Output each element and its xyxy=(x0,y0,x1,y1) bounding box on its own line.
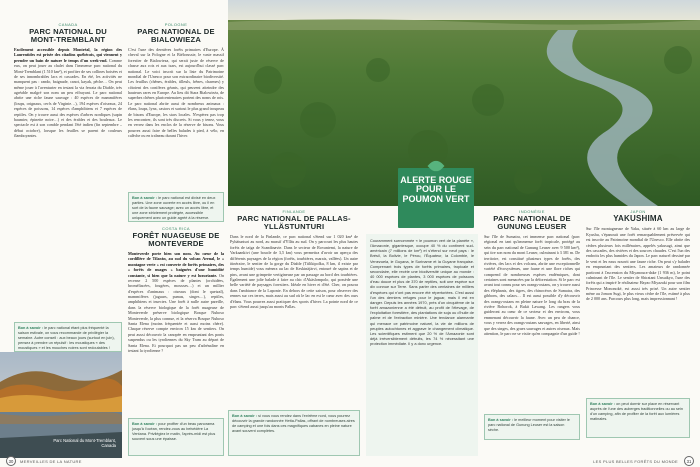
body-monteverde xyxy=(128,251,224,353)
tip-label-gunung-leuser: Bon à savoir : xyxy=(488,418,514,422)
photo-mont-tremblant xyxy=(0,352,122,458)
kicker-pologne: POLOGNE xyxy=(164,22,188,27)
body-amazon: Couramment surnommée « le poumon vert de la planète », l'Amazonie, gigantesque, occupe 40 % du continent sud-américain (7 millions de km²) et s'étend sur neuf pays : le Brésil, la Bolivie, le Pérou, l'Équateur, la Colombie, le Venezuela, le Guyana, le Suriname et la Guyane française. Comprenant trois types de forêts primaires, tropicale et secondaire, elle recèle une biodiversité unique au monde : 40 000 espèces de plantes, 3 000 espèces de poissons d'eau douce et plus de 370 de reptiles, soit une espèce sur dix connue sur Terre. Sans parler des centaines de milliers d'espèces qui n'ont pas encore été répertoriées. C'est aussi l'un des derniers refuges pour le jaguar, mais il est en danger. Depuis les années 1970, près d'un cinquième de la forêt amazonienne a été détruit, au profit de l'élevage, de l'exploitation forestière, des plantations de soja ou d'huile de palme et de l'extraction minière. Une tendance alarmante qui menace ce patrimoine naturel, la vie de millions de peuples autochtones et aggrave le changement climatique. Les scientifiques estiment que 20 % de l'Amazonie sont déjà irréversiblement détruits, les 74 % nécessitant une protection immédiate. Il y a donc urgence. xyxy=(370,238,474,347)
photo-caption: Parc National du Mont-Tremblant, Canada xyxy=(53,437,116,448)
tip-label-pallas: Bon à savoir : xyxy=(232,414,258,418)
alert-line-1: ALERTE ROUGE xyxy=(400,175,472,185)
lead-mont-tremblant: Facilement accessible depuis Montréal, la région des Laurentides est prisée des citadins québécois, qui viennent y prendre un bain de nature le temps d'un week-end. xyxy=(14,46,122,63)
footer-right: LES PLUS BELLES FORÊTS DU MONDE xyxy=(593,459,678,464)
tip-label-mont-tremblant: Bon à savoir : xyxy=(18,326,44,330)
tip-label-yakushima: Bon à savoir : xyxy=(590,402,616,406)
column-japan xyxy=(586,206,690,396)
title-monteverde: FORÊT NUAGEUSE DE MONTEVERDE xyxy=(132,231,220,248)
column-mont-tremblant xyxy=(14,22,122,322)
tip-box-gunung-leuser xyxy=(484,414,580,440)
tip-box-monteverde xyxy=(128,418,224,456)
body-bialowieza: C'est l'une des dernières forêts primaires d'Europe. À cheval sur la Pologne et la Biélorussie, le vaste massif forestier de Bialowieza, qui serait juste de réserve de chasse aux rois et aux tsars, est aujourd'hui classé parc national. Le voici inscrit sur la liste du Patrimoine mondial de l'Unesco pour son extraordinaire biodiversité. Les feuillus (chênes, érables, tilleuls, frênes, charmes) y côtoient des conifères géants, qui peuvent atteindre des hauteurs rares en Europe. Au lieu dit Stara Bialowieża, de superbes chênes pluricentenaires portent des noms de rois. Le parc national abrite aussi de nombreux animaux : élans, loups, lynx, castors et surtout le plus grand troupeau de bisons d'Europe, les stars locales. N'espérez pas trop les rencontrer, ils sont très discrets. Si vous y tenez, vous en verrez dans les enclos de la réserve de bisons. Vous pourrez aussi faire de belles balades à pied, à vélo, en calèche ou en traîneau durant l'hiver. xyxy=(128,46,224,139)
column-amazon xyxy=(366,234,478,456)
column-monteverde xyxy=(128,226,224,438)
kicker-costa-rica: COSTA RICA xyxy=(162,226,190,231)
tip-label-bialowieza: Bon à savoir : xyxy=(132,196,158,200)
page-number-left: 30 xyxy=(6,456,16,466)
body-pallas xyxy=(228,234,360,309)
text-mont-tremblant: Comme eux, on peut jouer au chalet dans l'immense parc national du Mont-Tremblant (1 510 km²), et profiter de ses collines boisées et de ses innombrables lacs et cascades. En été, les activités ne manquent pas : rando, baignade, canot, kayak, pêche… On peut même jouer à l'aventurier en testant la via ferrata du Diable, très agréable malgré son nom un peu effrayant. Le parc national abrite une riche faune sauvage : 40 espèces de mammifères (loups, orignaux, cerfs de Virginie…), 194 espèces d'oiseaux, 24 espèces de poissons, 14 espèces d'amphibiens et 7 espèces de reptiles. On y trouve aussi des espèces d'arbres nordiques (sapin baumier, épinette noire…) et des érables et des bouleaux. Le spectacle est à son comble pendant l'été indien (fin septembre – début octobre), lorsque les feuilles se parent de couleurs flamboyantes. xyxy=(14,57,122,139)
tip-text-pallas: si vous vous rendez dans l'extrême nord, vous pourrez découvrir la grande randonnée Hetta-Pallas, offrant de nombreuses aires de camping et une fois dans ces magnifiques cabanes en pleine nature avant souvent complètes. xyxy=(232,414,355,433)
title-bialowieza: PARC NATIONAL DE BIALOWIEZA xyxy=(137,27,215,44)
body-gunung-leuser: Sur l'île de Sumatra, cet immense parc national (parc régional en tant qu'immense forêt tropicale, protégé au sein du parc national de Gunung Leuser avec 9 500 km²), qui tire son nom du mont Leuser, culminant à 3 381 m. De territoire, est constitué plusieurs types de forêts, des rivières, des lacs et des volcans, abrite une exceptionnelle variété d'écosystèmes, une faune et une flore riches qui comprend de nombreuses espèces endémiques, dont certaines sont menacées par la déforestation. Si le parc est avant tout connu pour ses orangs-outans, on y trouve aussi des éléphants, des tigres, des rhinocéros de Sumatra, des gibbons, des calaos… Il est aussi possible d'y découvrir des orangs-outans en pleine nature le long du bras de la rivière Bohorok, à Bukit Lawang. Les rangers vous guideront au cœur de ce secteur et des environs, vous emmenant découvrir la faune. Avec un peu de chance, vous y verrez des orangs-outans sauvages, en liberté, ainsi que des singes, des grues sauvages et autres oiseaux. Mais attention, le parc ne se visite qu'en compagnie d'un guide ! xyxy=(484,233,580,336)
title-pallas: PARC NATIONAL DE PALLAS-YLLÄSTUNTURI xyxy=(237,214,351,231)
kicker-japon: JAPON xyxy=(630,209,646,214)
kicker-canada: CANADA xyxy=(58,22,78,27)
footer-left: MERVEILLES DE LA NATURE xyxy=(20,459,82,464)
tip-label-monteverde: Bon à savoir : xyxy=(132,422,158,426)
tip-box-bialowieza xyxy=(128,192,224,222)
tip-box-pallas xyxy=(228,410,360,456)
alert-banner xyxy=(398,168,474,228)
tip-text-bialowieza: le parc national est divisé en deux parties. Une zone ouverte en accès libre, ou il en sort de la faune sauvage; avec un accès libre, et une zone strictement protégée, accessible uniquement avec un guide agréé à la réserve. xyxy=(132,196,216,220)
column-indonesia xyxy=(484,206,580,412)
tip-text-gunung-leuser: le meilleur moment pour visiter le parc national de Gunung Leuser est la saison sèche. xyxy=(488,418,570,432)
alert-line-2: POUR LE xyxy=(415,184,456,195)
column-finland xyxy=(228,206,360,410)
title-gunung-leuser: PARC NATIONAL DE GUNUNG LEUSER xyxy=(493,214,571,231)
column-bialowieza xyxy=(128,22,224,192)
tip-text-mont-tremblant: le parc national étant plus fréquenté la saison estivale, on vous recommande de privilégier la semaine. Autre conseil : aux beaux jours (surtout en juin), pensez à prendre un répulsif : les moustiques « des moustiques » et les mouches noires sont redoutables ! xyxy=(18,326,115,350)
lead-monteverde: Monteverde porte bien son nom. Au cœur de la cordillère de Tilarán, au sud du volcan Arenal, le « montagne verte » est couverte de forêts primaires, des « forêts de nuages » baignées d'une humidité constante, si bien que la nature y est luxuriante. xyxy=(128,250,224,278)
title-yakushima: YAKUSHIMA xyxy=(613,214,663,223)
tip-box-mont-tremblant xyxy=(14,322,122,352)
body-yakushima: Sur l'île montagneuse de Yaku, située à 60 km au large de Kyushu, s'épanouit une forêt remarquablement préservée qui est inscrite au Patrimoine mondial de l'Unesco. Elle abrite des cèdres plusieurs fois millénaires, appelés yakusugi, ainsi que des cascades, des rivières et des sources chaudes. C'est l'un des endroits les plus humides du Japon. Le parc naturel dessiné par le vent et les eaux nourrit une faune riche. On peut s'y balader en empruntant des sentiers. Les amateurs de randonnée partiront à l'ascension du Miyanoura-dake (1 936 m), le point culminant de l'île. Le sentier de Shiratani Unsuikyo, l'une des forêts qui a inspiré le réalisateur Hayao Miyazaki pour son film Princesse Mononoké, est aussi très prisé. Un autre sentier mène au Jomon Sugi, le plus vieux cèdre de l'île, estimé à plus de 2 000 ans. Parcours plus long, mais impressionnant ! xyxy=(586,226,690,302)
tip-box-yakushima xyxy=(586,398,690,438)
kicker-indonesie: INDONÉSIE xyxy=(519,209,545,214)
tip-text-monteverde: pour profiter d'un beau panorama jusqu'à l'océan, rendez-vous au belvédère La Ventana. Privilégiez le matin, l'après-midi est plus souvent sous une épaisse. xyxy=(132,422,216,441)
text-monteverde: On recense 2 500 espèces de plantes (orchidées, broméliacées, fougères, mousses…) et un millier d'espèces d'animaux : oiseaux (dont le quetzal), mammifères (jaguars, pumas, singes…), reptiles, amphibiens et insectes. Une forêt à nulle autre pareille, dans la réserve biologique de la forêt nuageuse de Monteverde préserve biologique Bosque Nuboso Monteverde, la plus connue, et la réserva Bosque Nuboso Santa Elena (moins fréquentée et aussi moins chère). Chaque réserve compte environ 15 km de sentiers. On peut aussi découvrir la canopée en empruntant des ponts suspendus ou les tyroliennes du Sky Tram au départ de Santa Elena. Et pourquoi pas un peu d'adrénaline en testant la tyrolienne ? xyxy=(128,272,224,353)
text-pallas: Dans le nord de la Finlande, ce parc national s'étend sur 1 020 km² de Pyhätunturi au nord, au massif d'Ylläs au sud. On y parcourt les plus hautes forêts de taïga de Scandinavie. Dans le secteur de Rovaniemi, la nature de Varkaankivi (une boucle de 3,5 km) vous permettra d'avoir un aperçu des différents paysages de la région (forêts, tourbières, marais, vallées). Un autre itinéraire, le sentier de la gorge du Diable (Tiilikipolku, 8 km, il existe par temps humide) vous mènera au lac de Keskinäjärvi, entouré de sapins et de pins, avant une grimpette vertigineuse par un passage au bord des tourbières. Également une jolie balade à faire au chic d'Akäslompolo, qui possède une belle variété de paysages forestiers. Idéale en hiver et d'été. Cher, on pourra dans l'ambiance de la Laponie. En dehors de cette saison, pour observer des rennes sur ces terres, mais aussi au sud où le lac en est le cœur avec des ours d'élans. Vous pourrez aussi pratiquer des sports d'hiver. La pointe nord de ce parc s'étend aussi jusqu'au monts Pallas. xyxy=(230,233,358,310)
body-mont-tremblant xyxy=(14,47,122,139)
page-number-right: 31 xyxy=(684,456,694,466)
kicker-finlande: FINLANDE xyxy=(282,209,306,214)
alert-line-3: POUMON VERT xyxy=(402,193,470,204)
tip-text-yakushima: on peut dormir sur place en réservant auprès de l'une des auberges traditionnelles ou au sein d'un camping, afin de profiter de la forêt aux lumières matinales. xyxy=(590,402,683,421)
title-mont-tremblant: PARC NATIONAL DU MONT-TREMBLANT xyxy=(29,27,107,44)
